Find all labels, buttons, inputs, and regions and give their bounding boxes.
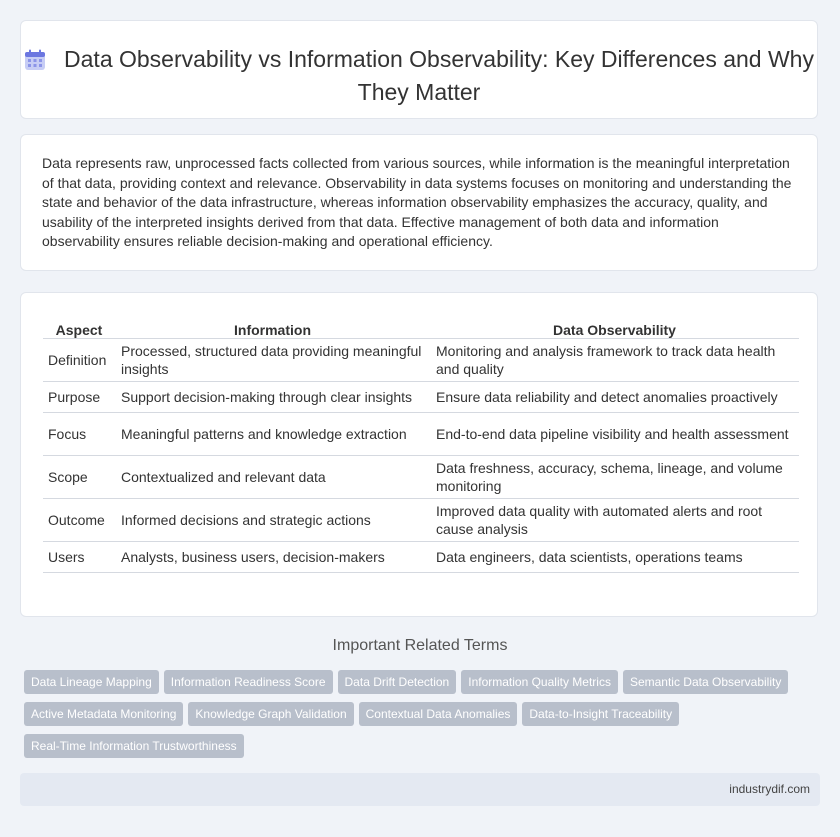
row-data-observability: Data freshness, accuracy, schema, lineage, and volume monitoring [430,456,799,499]
calendar-grid-icon [24,49,46,78]
related-term-tag[interactable]: Data Lineage Mapping [24,670,159,694]
comparison-table-card [20,292,818,617]
related-term-tag[interactable]: Knowledge Graph Validation [188,702,353,726]
table-row [43,499,799,542]
row-data-observability: Improved data quality with automated alerts and root cause analysis [430,499,799,542]
page-title-block [21,45,817,107]
comparison-table [43,314,799,573]
row-aspect: Focus [43,413,115,456]
row-information: Contextualized and relevant data [115,456,430,499]
footer-site-link[interactable]: industrydif.com [729,782,810,796]
related-terms-title: Important Related Terms [332,637,508,654]
row-aspect: Definition [43,339,115,382]
row-data-observability: Monitoring and analysis framework to track data health and quality [430,339,799,382]
row-information: Processed, structured data providing meaningful insights [115,339,430,382]
row-information: Informed decisions and strategic actions [115,499,430,542]
intro-card [20,134,818,271]
row-aspect: Purpose [43,382,115,413]
row-aspect: Outcome [43,499,115,542]
table-row [43,339,799,382]
related-term-tag[interactable]: Semantic Data Observability [623,670,788,694]
table-row [43,456,799,499]
related-term-tag[interactable]: Data-to-Insight Traceability [522,702,679,726]
row-aspect: Users [43,542,115,573]
row-data-observability: Ensure data reliability and detect anomalies proactively [430,382,799,413]
related-term-tag[interactable]: Data Drift Detection [338,670,457,694]
intro-paragraph: Data represents raw, unprocessed facts collected from various sources, while information is the meaningful interpretation of that data, providing context and relevance. Observability in data systems focuses on monitoring and understanding the state and behavior of the data infrastructure, whereas information observability emphasizes the accuracy, quality, and usability of the interpreted insights derived from that data. Effective management of both data and information observability ensures reliable decision-making and operational efficiency. [42,155,792,250]
related-term-tag[interactable]: Real-Time Information Trustworthiness [24,734,244,758]
row-aspect: Scope [43,456,115,499]
related-terms-list [24,670,814,766]
row-information: Meaningful patterns and knowledge extraction [115,413,430,456]
related-term-tag[interactable]: Information Readiness Score [164,670,333,694]
footer-bar [20,773,820,806]
header-information: Information [115,314,430,339]
related-term-tag[interactable]: Information Quality Metrics [461,670,618,694]
row-data-observability: Data engineers, data scientists, operations teams [430,542,799,573]
row-information: Support decision-making through clear insights [115,382,430,413]
table-row [43,413,799,456]
related-term-tag[interactable]: Active Metadata Monitoring [24,702,183,726]
header-data-observability: Data Observability [430,314,799,339]
page-title: Data Observability vs Information Observability: Key Differences and Why They Matter [64,46,814,105]
header-aspect: Aspect [43,314,115,339]
table-header-row [43,314,799,339]
related-term-tag[interactable]: Contextual Data Anomalies [359,702,518,726]
title-card [20,20,818,119]
table-row [43,542,799,573]
row-information: Analysts, business users, decision-makers [115,542,430,573]
table-row [43,382,799,413]
row-data-observability: End-to-end data pipeline visibility and health assessment [430,413,799,456]
